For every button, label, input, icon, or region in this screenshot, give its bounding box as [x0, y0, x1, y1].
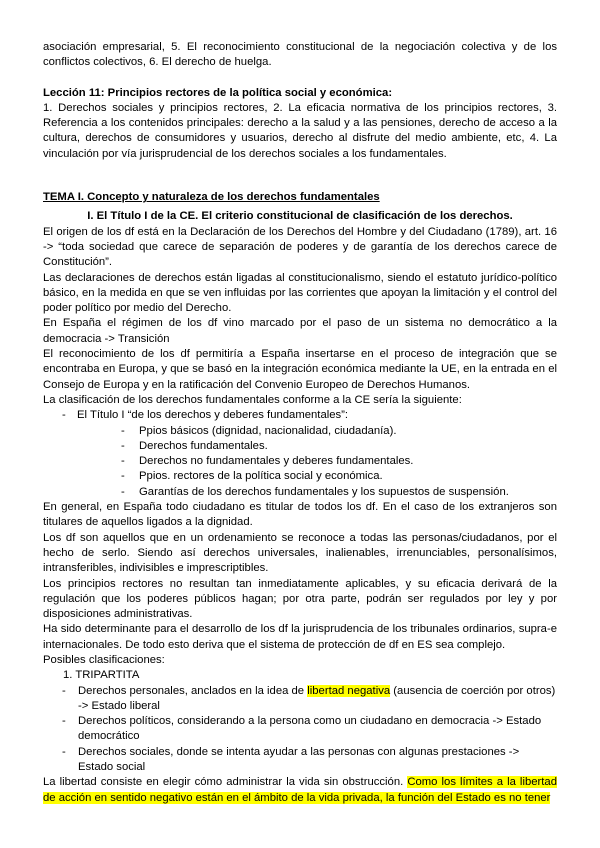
list-item: - Ppios básicos (dignidad, nacionalidad, ciudadanía).	[77, 424, 557, 439]
personal-rights-text-pre: Derechos personales, anclados en la idea de	[78, 684, 308, 697]
paragraph-liberty	[43, 775, 557, 806]
paragraph-spain-regime: En España el régimen de los df vino marcado por el paso de un sistema no democrático a la democracia -> Transición	[43, 317, 557, 345]
document-page	[43, 40, 557, 806]
liberty-text: La libertad consiste en elegir cómo administrar la vida sin obstrucción.	[43, 776, 408, 789]
tripartite-list	[43, 684, 557, 776]
paragraph-principles: Los principios rectores no resultan tan inmediatamente aplicables, y su eficacia derivará de la regulación que los poderes públicos hagan; por otra parte, podrán ser regulados por ley y por disposiciones administrativas.	[43, 577, 557, 621]
titulo-list	[43, 408, 557, 500]
list-item: - Derechos no fundamentales y deberes fundamentales.	[77, 454, 557, 469]
list-item	[43, 408, 557, 500]
highlight-negative-liberty: libertad negativa	[307, 684, 391, 697]
list-item: - Derechos políticos, considerando a la persona como un ciudadano en democracia -> Estado democrático	[43, 714, 557, 745]
paragraph-jurisprudence: Ha sido determinante para el desarrollo de los df la jurisprudencia de los tribunales ordinarios, supra-e internacionales. De todo esto deriva que el sistema de protección de df en ES sea complejo.	[43, 623, 557, 651]
titulo-item-label: El Título I “de los derechos y deberes fundamentales”:	[77, 409, 349, 422]
paragraph-possible-classifications: Posibles clasificaciones:	[43, 653, 165, 666]
paragraph-classification-intro: La clasificación de los derechos fundamentales conforme a la CE sería la siguiente:	[43, 393, 462, 406]
list-item: - Derechos fundamentales.	[77, 439, 557, 454]
lesson11-body: 1. Derechos sociales y principios rectores, 2. La eficacia normativa de los principios rectores, 3. Referencia a los contenidos principales: derecho a la salud y a las pensiones, derecho de acceso a la cultura, derechos de consumidores y usuarios, derecho al disfrute del medio ambiente, etc, 4. La vinculación por vía jurisprudencial de los derechos sociales a los fundamentales.	[43, 101, 557, 160]
sub-list	[77, 424, 557, 500]
list-item	[43, 684, 557, 715]
tema-title: TEMA I. Concepto y naturaleza de los derechos fundamentales	[43, 191, 380, 204]
numbered-list	[43, 668, 557, 683]
highlight-liberty-limits: Como los límites a la libertad de acción en sentido negativo están en el ámbito de la vida privada, la función del Estado es no tener	[43, 776, 557, 804]
list-item: - Derechos sociales, donde se intenta ayudar a las personas con algunas prestaciones -> Estado social	[43, 745, 557, 776]
paragraph-titularity: En general, en España todo ciudadano es titular de todos los df. En el caso de los extranjeros son titulares de aquellos ligados a la dignidad.	[43, 501, 557, 529]
list-item: - Garantías de los derechos fundamentales y los supuestos de suspensión.	[77, 485, 557, 500]
intro-paragraph: asociación empresarial, 5. El reconocimiento constitucional de la negociación colectiva y de los conflictos colectivos, 6. El derecho de huelga.	[43, 41, 557, 69]
paragraph-definition: Los df son aquellos que en un ordenamiento se reconoce a todas las personas/ciudadanos, por el hecho de serlo. Siendo así derechos universales, inalienables, irrenunciables, personalísimos, intransferibles, indivisibles e imprescriptibles.	[43, 531, 557, 575]
paragraph-origin: El origen de los df está en la Declaración de los Derechos del Hombre y del Ciudadano (1789), art. 16 -> “toda sociedad que carece de separación de poderes y de garantía de los derechos carece de Constitución”.	[43, 225, 557, 269]
list-item: - Ppios. rectores de la política social y económica.	[77, 469, 557, 484]
numbered-item: 1. TRIPARTITA	[63, 669, 140, 682]
paragraph-recognition: El reconocimiento de los df permitiría a España insertarse en el proceso de integración que se encontraba en Europa, y que se basó en la integración económica mediante la UE, en la entrada en el Consejo de Europa y en la ratificación del Convenio Europeo de Derechos Humanos.	[43, 348, 557, 391]
paragraph-declarations: Las declaraciones de derechos están ligadas al constitucionalismo, siendo el estatuto jurídico-político básico, en la medida en que se ven influidas por las corrientes que apoyan la limitación y el control del poder político por medio del Derecho.	[43, 271, 557, 315]
personal-rights-text-post: (ausencia de coerción por otros) -> Estado liberal	[78, 684, 556, 712]
lesson11-heading: Lección 11: Principios rectores de la política social y económica:	[43, 86, 393, 99]
section-title: I. El Título I de la CE. El criterio constitucional de clasificación de los derechos.	[87, 210, 513, 223]
